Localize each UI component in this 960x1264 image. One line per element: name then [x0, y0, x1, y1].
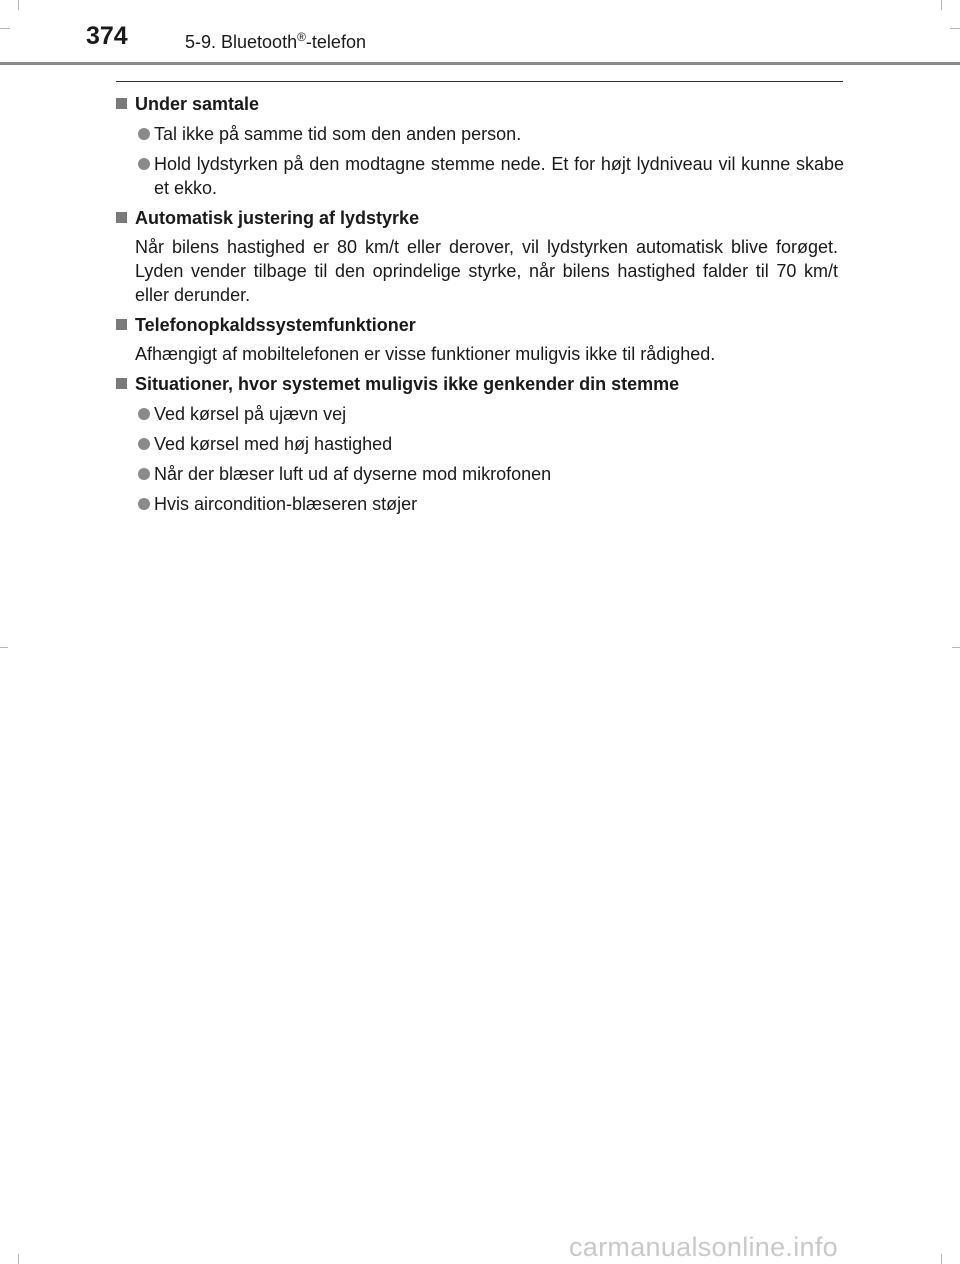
round-bullet-icon	[138, 468, 150, 480]
bullet-text: Når der blæser luft ud af dyserne mod mikrofonen	[154, 464, 552, 484]
crop-mark	[18, 0, 19, 10]
crop-mark	[0, 28, 10, 29]
crop-mark	[950, 28, 960, 29]
round-bullet-icon	[138, 128, 150, 140]
bullet-item	[116, 152, 844, 200]
section-suffix: -telefon	[305, 32, 366, 52]
bullet-item	[116, 402, 844, 426]
content-rule	[116, 81, 843, 82]
square-bullet-icon	[116, 212, 127, 223]
heading-text: Under samtale	[135, 94, 260, 114]
square-bullet-icon	[116, 319, 127, 330]
bullet-text: Hvis aircondition-blæseren støjer	[154, 494, 418, 514]
page-content	[116, 92, 844, 516]
section-heading	[116, 92, 844, 116]
section-paragraph: Afhængigt af mobiltelefonen er visse funktioner muligvis ikke til rådighed.	[135, 344, 716, 364]
bullet-item	[116, 492, 844, 516]
section-prefix: 5-9. Bluetooth	[185, 32, 298, 52]
round-bullet-icon	[138, 438, 150, 450]
bullet-item	[116, 462, 844, 486]
heading-text: Automatisk justering af lydstyrke	[135, 208, 420, 228]
bullet-text: Hold lydstyrken på den modtagne stemme nede. Et for højt lydniveau vil kunne skabe et ekko.	[154, 154, 844, 198]
page-number: 374	[86, 22, 128, 50]
heading-text: Telefonopkaldssystemfunktioner	[135, 315, 416, 335]
section-heading	[116, 206, 844, 230]
crop-mark	[0, 647, 8, 648]
heading-text: Situationer, hvor systemet muligvis ikke genkender din stemme	[135, 374, 680, 394]
bullet-item	[116, 432, 844, 456]
crop-mark	[952, 647, 960, 648]
section-paragraph: Når bilens hastighed er 80 km/t eller derover, vil lydstyrken automatisk blive forøget. Lyden vender tilbage til den oprindelige styrke, når bilens hastighed falder til 70 km/t eller derunder.	[135, 237, 838, 305]
header-rule	[0, 62, 960, 65]
crop-mark	[941, 0, 942, 10]
crop-mark	[941, 1254, 942, 1264]
crop-mark	[18, 1254, 19, 1264]
square-bullet-icon	[116, 378, 127, 389]
bullet-text: Ved kørsel med høj hastighed	[154, 434, 393, 454]
watermark-link[interactable]: carmanualsonline.info	[569, 1232, 838, 1262]
bullet-item	[116, 122, 844, 146]
round-bullet-icon	[138, 498, 150, 510]
round-bullet-icon	[138, 158, 150, 170]
section-heading	[116, 313, 844, 337]
bullet-text: Ved kørsel på ujævn vej	[154, 404, 347, 424]
square-bullet-icon	[116, 98, 127, 109]
section-heading	[116, 372, 844, 396]
bullet-text: Tal ikke på samme tid som den anden person.	[154, 124, 522, 144]
running-head	[185, 30, 366, 53]
round-bullet-icon	[138, 408, 150, 420]
registered-mark: ®	[297, 30, 306, 44]
